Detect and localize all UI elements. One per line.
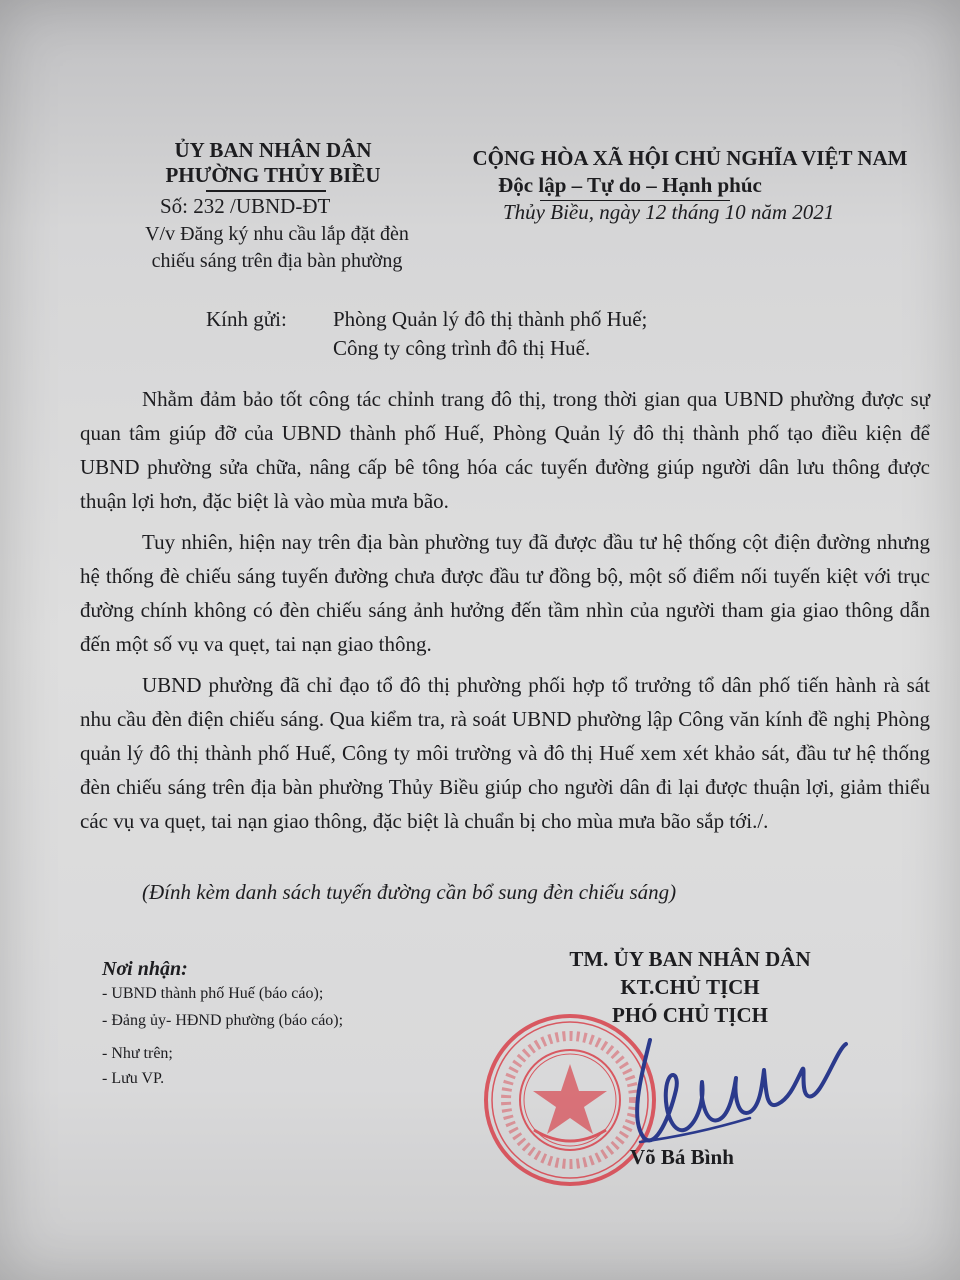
place-date: Thủy Biều, ngày 12 tháng 10 năm 2021 [503, 200, 835, 224]
org-underline [206, 190, 326, 192]
attachment-note: (Đính kèm danh sách tuyến đường cần bổ sung đèn chiếu sáng) [142, 880, 677, 904]
recipient-label: Kính gửi: [206, 307, 287, 331]
signature-line3: PHÓ CHỦ TỊCH [612, 1003, 768, 1027]
body-paragraph-2: Tuy nhiên, hiện nay trên địa bàn phường tuy đã được đầu tư hệ thống cột điện đường nhưng hệ thống đè chiếu sáng tuyến đường chưa được đầu tư đồng bộ, một số điểm nối tuyến kiệt với trục đường chính không có đèn chiếu sáng ảnh hưởng đến tầm nhìn của người tham gia giao thông dẫn đến một số vụ va quẹt, tai nạn giao thông. [80, 530, 930, 656]
subject-line1: V/v Đăng ký nhu cầu lắp đặt đèn [145, 223, 409, 245]
signature-line2: KT.CHỦ TỊCH [620, 975, 760, 999]
recipient-line2: Công ty công trình đô thị Huế. [333, 336, 591, 360]
body-paragraph-1: Nhằm đảm bảo tốt công tác chỉnh trang đô thị, trong thời gian qua UBND phường được sự quan tâm giúp đỡ của UBND thành phố Huế, Phòng Quản lý đô thị thành phố tạo điều kiện để UBND phường sửa chữa, nâng cấp bê tông hóa các tuyến đường giúp người dân lưu thông được thuận lợi hơn, đặc biệt là vào mùa mưa bão. [80, 387, 930, 513]
distribution-item: - UBND thành phố Huế (báo cáo); [102, 985, 324, 1002]
signature-line1: TM. ỦY BAN NHÂN DÂN [569, 947, 811, 971]
nation-title: CỘNG HÒA XÃ HỘI CHỦ NGHĨA VIỆT NAM [472, 146, 908, 170]
distribution-item: - Như trên; [102, 1045, 173, 1062]
body-paragraph-3: UBND phường đã chỉ đạo tổ đô thị phường phối hợp tổ trưởng tổ dân phố tiến hành rà sát nhu cầu đèn điện chiếu sáng. Qua kiểm tra, rà soát UBND phường lập Công văn kính đề nghị Phòng quản lý đô thị thành phố Huế, Công ty môi trường và đô thị Huế xem xét khảo sát, đầu tư hệ thống đèn chiếu sáng trên địa bàn phường Thủy Biều giúp cho người dân đi lại được thuận lợi, giảm thiểu các vụ va quẹt, tai nạn giao thông, đặc biệt là chuẩn bị cho mùa mưa bão sắp tới./. [80, 673, 930, 833]
national-motto: Độc lập – Tự do – Hạnh phúc [498, 173, 762, 197]
org-name-line1: ỦY BAN NHÂN DÂN [174, 138, 372, 162]
document-number: Số: 232 /UBND-ĐT [160, 194, 331, 218]
distribution-title: Nơi nhận: [102, 958, 188, 980]
subject-line2: chiếu sáng trên địa bàn phường [151, 250, 403, 272]
signer-name: Võ Bá Bình [630, 1145, 734, 1169]
distribution-item: - Lưu VP. [102, 1070, 165, 1087]
org-name-line2: PHƯỜNG THỦY BIỀU [165, 163, 381, 187]
distribution-item: - Đảng ủy- HĐND phường (báo cáo); [102, 1012, 344, 1029]
recipient-line1: Phòng Quản lý đô thị thành phố Huế; [333, 307, 648, 331]
handwritten-signature-icon [610, 1020, 850, 1160]
